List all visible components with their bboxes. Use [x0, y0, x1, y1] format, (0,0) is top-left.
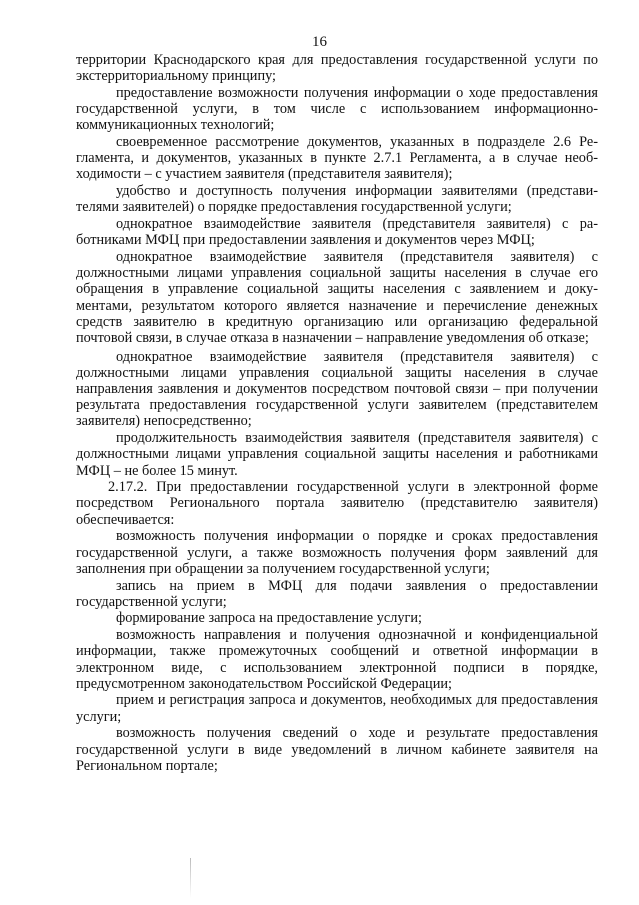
paragraph-12: формирование запроса на предоставление услуги; [116, 610, 422, 627]
page-number: 16 [312, 34, 327, 50]
paragraph-9: 2.17.2. При предоставлении государственной услуги в электронной форме посредством Регионального портала заявителю (представителю заявителя) обеспечивается: [76, 479, 598, 528]
paragraph-3: своевременное рассмотрение документов, указанных в подразделе 2.6 Регламента, и документов, указанных в пункте 2.7.1 Регламента, а в случае необходимости – с участием заявителя (представителя заявителя); [76, 134, 598, 183]
paragraph-2: предоставление возможности получения информации о ходе предоставления государственной услуги, в том числе с использованием информационно-коммуникационных технологий; [76, 84, 598, 134]
paragraph-14: прием и регистрация запроса и документов, необходимых для предоставления услуги; [76, 692, 598, 725]
paragraph-11: запись на прием в МФЦ для подачи заявления о предоставлении государственной услуги; [76, 577, 598, 610]
paragraph-7: однократное взаимодействие заявителя (представителя заявителя) с должностными лицами управления социальной защиты населения в случае направления заявления и документов посредством почтовой связи – при получении результата предоставления государственной услуги заявителем (представителем заявителя) непосредственно; [76, 348, 598, 430]
paragraph-1: территории Краснодарского края для предоставления государственной услуги по экстерриториальному принципу; [76, 52, 598, 85]
paragraph-5: однократное взаимодействие заявителя (представителя заявителя) с работниками МФЦ при предоставлении заявления и документов через МФЦ; [76, 216, 598, 249]
paragraph-15: возможность получения сведений о ходе и результате предоставления государственной услуги в виде уведомлений в личном кабинете заявителя на Региональном портале; [76, 725, 598, 774]
paragraph-4: удобство и доступность получения информации заявителями (представителями заявителей) о порядке предоставления государственной услуги; [76, 183, 598, 216]
scan-artifact [190, 858, 191, 898]
body-text [76, 52, 598, 774]
paragraph-13: возможность направления и получения однозначной и конфиденциальной информации, также промежуточных сообщений и ответной информации в электронном виде, с использованием электронной подписи в порядке, предусмотренном законодательством Российской Федерации; [76, 627, 598, 692]
paragraph-10: возможность получения информации о порядке и сроках предоставления государственной услуги, а также возможность получения форм заявлений для заполнения при обращении за получением государственной услуги; [76, 528, 598, 577]
paragraph-6: однократное взаимодействие заявителя (представителя заявителя) с должностными лицами управления социальной защиты населения в случае его обращения в управление социальной защиты населения с заявлением и документами, результатом которого является назначение и перечисление денежных средств заявителю в кредитную организацию или организацию федеральной почтовой связи, в случае отказа в назначении – направление уведомления об отказе; [76, 248, 598, 346]
paragraph-8: продолжительность взаимодействия заявителя (представителя заявителя) с должностными лицами управления социальной защиты населения и работниками МФЦ – не более 15 минут. [76, 430, 598, 479]
